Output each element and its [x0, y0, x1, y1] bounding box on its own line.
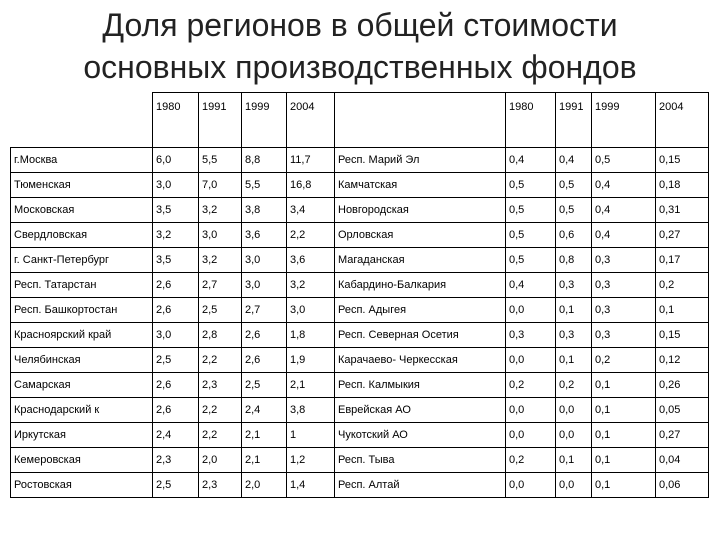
region-name-cell: Чукотский АО [335, 423, 506, 448]
value-cell: 0,4 [506, 148, 556, 173]
region-name-cell: Магаданская [335, 248, 506, 273]
value-cell: 1,8 [287, 323, 335, 348]
region-name-cell: Респ. Алтай [335, 473, 506, 498]
header-cell: 2004 [656, 93, 709, 148]
value-cell: 0,2 [556, 373, 592, 398]
value-cell: 3,8 [242, 198, 287, 223]
value-cell: 0,5 [556, 198, 592, 223]
value-cell: 0,1 [556, 298, 592, 323]
region-name-cell: Респ. Калмыкия [335, 373, 506, 398]
value-cell: 0,0 [506, 348, 556, 373]
regions-table [10, 92, 709, 498]
value-cell: 0,0 [506, 298, 556, 323]
value-cell: 3,4 [287, 198, 335, 223]
region-name-cell: Кемеровская [11, 448, 153, 473]
value-cell: 3,2 [287, 273, 335, 298]
region-name-cell: Респ. Татарстан [11, 273, 153, 298]
value-cell: 0,18 [656, 173, 709, 198]
value-cell: 0,15 [656, 148, 709, 173]
region-name-cell: Краснодарский к [11, 398, 153, 423]
region-name-cell: Респ. Марий Эл [335, 148, 506, 173]
region-name-cell: Свердловская [11, 223, 153, 248]
value-cell: 0,4 [506, 273, 556, 298]
value-cell: 0,15 [656, 323, 709, 348]
value-cell: 2,2 [199, 348, 242, 373]
value-cell: 0,3 [506, 323, 556, 348]
value-cell: 0,1 [592, 398, 656, 423]
value-cell: 0,1 [592, 423, 656, 448]
value-cell: 2,1 [287, 373, 335, 398]
value-cell: 16,8 [287, 173, 335, 198]
region-name-cell: Красноярский край [11, 323, 153, 348]
value-cell: 2,5 [153, 348, 199, 373]
value-cell: 0,3 [592, 273, 656, 298]
region-name-cell: Кабардино-Балкария [335, 273, 506, 298]
value-cell: 3,8 [287, 398, 335, 423]
value-cell: 0,4 [592, 223, 656, 248]
value-cell: 2,4 [153, 423, 199, 448]
header-cell: 2004 [287, 93, 335, 148]
value-cell: 1 [287, 423, 335, 448]
value-cell: 3,0 [153, 323, 199, 348]
value-cell: 2,6 [153, 373, 199, 398]
table-row [11, 348, 709, 373]
region-name-cell: Челябинская [11, 348, 153, 373]
value-cell: 0,0 [556, 473, 592, 498]
value-cell: 2,6 [153, 298, 199, 323]
value-cell: 0,0 [556, 398, 592, 423]
regions-table-body [11, 93, 709, 498]
table-row [11, 198, 709, 223]
value-cell: 5,5 [199, 148, 242, 173]
region-name-cell: Респ. Северная Осетия [335, 323, 506, 348]
value-cell: 3,0 [242, 273, 287, 298]
value-cell: 0,0 [506, 423, 556, 448]
value-cell: 0,5 [506, 248, 556, 273]
value-cell: 0,06 [656, 473, 709, 498]
value-cell: 11,7 [287, 148, 335, 173]
value-cell: 0,26 [656, 373, 709, 398]
value-cell: 2,2 [199, 398, 242, 423]
value-cell: 0,5 [506, 198, 556, 223]
value-cell: 3,2 [199, 198, 242, 223]
header-cell [11, 93, 153, 148]
region-name-cell: Еврейская АО [335, 398, 506, 423]
table-row [11, 323, 709, 348]
value-cell: 0,2 [592, 348, 656, 373]
header-cell: 1980 [153, 93, 199, 148]
value-cell: 2,2 [287, 223, 335, 248]
value-cell: 2,1 [242, 423, 287, 448]
value-cell: 0,2 [656, 273, 709, 298]
value-cell: 0,8 [556, 248, 592, 273]
value-cell: 3,0 [242, 248, 287, 273]
header-cell [335, 93, 506, 148]
value-cell: 0,04 [656, 448, 709, 473]
region-name-cell: Тюменская [11, 173, 153, 198]
value-cell: 0,4 [592, 198, 656, 223]
table-row [11, 473, 709, 498]
table-row [11, 423, 709, 448]
value-cell: 0,0 [506, 473, 556, 498]
table-row [11, 173, 709, 198]
value-cell: 2,5 [242, 373, 287, 398]
region-name-cell: Ростовская [11, 473, 153, 498]
table-row [11, 448, 709, 473]
value-cell: 2,3 [199, 373, 242, 398]
header-cell: 1999 [592, 93, 656, 148]
value-cell: 0,6 [556, 223, 592, 248]
region-name-cell: Московская [11, 198, 153, 223]
value-cell: 0,1 [592, 373, 656, 398]
region-name-cell: Респ. Башкортостан [11, 298, 153, 323]
value-cell: 0,31 [656, 198, 709, 223]
header-cell: 1991 [556, 93, 592, 148]
region-name-cell: Респ. Адыгея [335, 298, 506, 323]
value-cell: 2,1 [242, 448, 287, 473]
value-cell: 1,9 [287, 348, 335, 373]
value-cell: 0,5 [556, 173, 592, 198]
value-cell: 0,27 [656, 223, 709, 248]
region-name-cell: Самарская [11, 373, 153, 398]
value-cell: 2,4 [242, 398, 287, 423]
value-cell: 0,27 [656, 423, 709, 448]
value-cell: 0,3 [592, 323, 656, 348]
value-cell: 2,0 [199, 448, 242, 473]
slide-title [0, 4, 720, 100]
table-row [11, 373, 709, 398]
value-cell: 0,1 [592, 473, 656, 498]
value-cell: 0,3 [556, 323, 592, 348]
value-cell: 0,1 [556, 348, 592, 373]
value-cell: 0,3 [592, 248, 656, 273]
region-name-cell: Орловская [335, 223, 506, 248]
region-name-cell: г. Санкт-Петербург [11, 248, 153, 273]
value-cell: 3,6 [287, 248, 335, 273]
region-name-cell: Респ. Тыва [335, 448, 506, 473]
table-row [11, 398, 709, 423]
value-cell: 1,4 [287, 473, 335, 498]
value-cell: 0,2 [506, 448, 556, 473]
value-cell: 0,05 [656, 398, 709, 423]
region-name-cell: Новгородская [335, 198, 506, 223]
value-cell: 0,12 [656, 348, 709, 373]
value-cell: 0,0 [556, 423, 592, 448]
value-cell: 0,1 [592, 448, 656, 473]
value-cell: 0,0 [506, 398, 556, 423]
value-cell: 2,6 [153, 398, 199, 423]
value-cell: 3,0 [153, 173, 199, 198]
value-cell: 2,2 [199, 423, 242, 448]
value-cell: 2,0 [242, 473, 287, 498]
value-cell: 3,0 [287, 298, 335, 323]
value-cell: 2,3 [199, 473, 242, 498]
value-cell: 0,3 [556, 273, 592, 298]
value-cell: 2,5 [199, 298, 242, 323]
value-cell: 0,3 [592, 298, 656, 323]
value-cell: 2,8 [199, 323, 242, 348]
value-cell: 0,5 [506, 223, 556, 248]
value-cell: 0,5 [592, 148, 656, 173]
value-cell: 2,7 [199, 273, 242, 298]
value-cell: 8,8 [242, 148, 287, 173]
region-name-cell: Иркутская [11, 423, 153, 448]
header-cell: 1991 [199, 93, 242, 148]
value-cell: 2,6 [242, 323, 287, 348]
value-cell: 0,2 [506, 373, 556, 398]
value-cell: 3,0 [199, 223, 242, 248]
value-cell: 7,0 [199, 173, 242, 198]
value-cell: 2,7 [242, 298, 287, 323]
table-row [11, 223, 709, 248]
value-cell: 0,1 [656, 298, 709, 323]
region-name-cell: г.Москва [11, 148, 153, 173]
value-cell: 0,1 [556, 448, 592, 473]
value-cell: 2,3 [153, 448, 199, 473]
table-row [11, 298, 709, 323]
value-cell: 1,2 [287, 448, 335, 473]
value-cell: 0,4 [592, 173, 656, 198]
value-cell: 3,2 [153, 223, 199, 248]
value-cell: 6,0 [153, 148, 199, 173]
table-row [11, 273, 709, 298]
region-name-cell: Камчатская [335, 173, 506, 198]
table-row [11, 248, 709, 273]
value-cell: 3,5 [153, 248, 199, 273]
region-name-cell: Карачаево- Черкесская [335, 348, 506, 373]
header-cell: 1980 [506, 93, 556, 148]
header-cell: 1999 [242, 93, 287, 148]
value-cell: 2,6 [153, 273, 199, 298]
value-cell: 0,4 [556, 148, 592, 173]
value-cell: 3,2 [199, 248, 242, 273]
title-line-2: основных производственных фондов [83, 49, 637, 85]
value-cell: 0,17 [656, 248, 709, 273]
value-cell: 5,5 [242, 173, 287, 198]
table-row [11, 148, 709, 173]
header-row [11, 93, 709, 148]
value-cell: 2,6 [242, 348, 287, 373]
value-cell: 3,6 [242, 223, 287, 248]
value-cell: 0,5 [506, 173, 556, 198]
value-cell: 3,5 [153, 198, 199, 223]
title-line-1: Доля регионов в общей стоимости [102, 7, 618, 43]
value-cell: 2,5 [153, 473, 199, 498]
